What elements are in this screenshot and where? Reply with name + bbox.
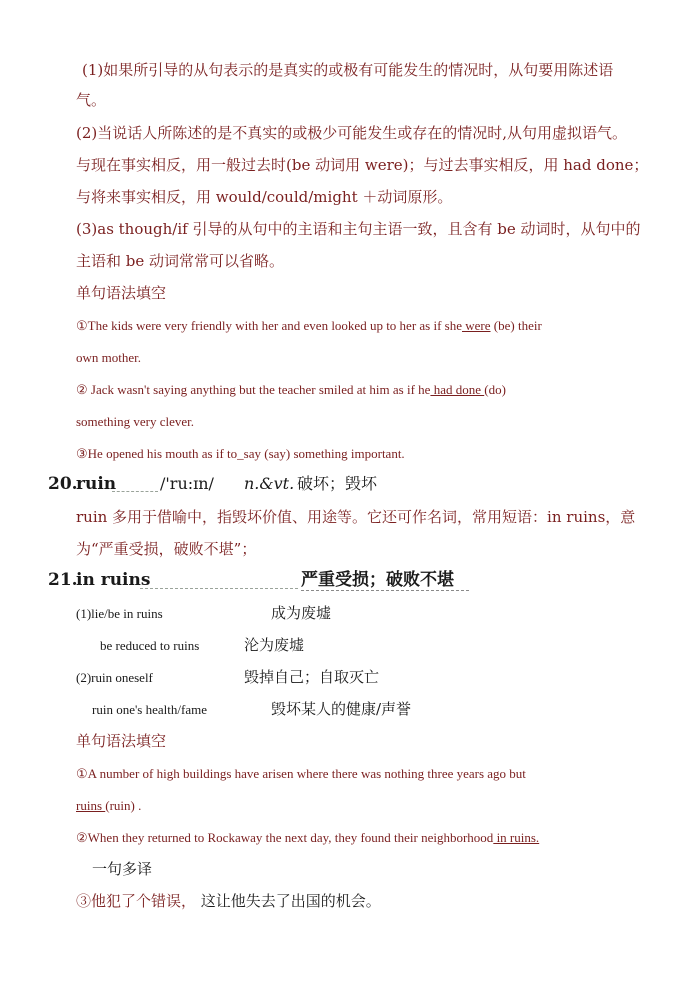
- entry-20-number: 20.: [48, 474, 78, 494]
- rule3-line-1: (3)as though/if 引导的从句中的主语和主句主语一致，且含有 be 动词时，从句中的: [76, 220, 641, 238]
- phrase-zh: 毁掉自己；自取灭亡: [244, 668, 380, 686]
- q2-text: ②When they returned to Rockaway the next day, they found their neighborhood: [76, 830, 494, 845]
- exercise2-question-1-cont: [76, 796, 141, 816]
- exercise1-question-2: [76, 380, 506, 400]
- rule2-line-2: 与现在事实相反，用一般过去时(be 动词用 were)；与过去事实相反，用 had done；: [76, 156, 649, 174]
- meaning-underline: [301, 590, 469, 591]
- q1-text: ①The kids were very friendly with her and even looked up to her as if she: [76, 318, 463, 333]
- exercise1-question-2-cont: something very clever.: [76, 414, 195, 429]
- phrase-zh: 沦为废墟: [244, 636, 305, 654]
- exercise2-heading: 单句语法填空: [76, 732, 167, 750]
- entry-21-meaning: 严重受损；破败不堪: [301, 570, 454, 590]
- ruin-description-2: 为“严重受损，破败不堪”；: [76, 540, 257, 558]
- q1-hint: (ruin) .: [105, 798, 142, 813]
- q2-answer: in ruins.: [493, 830, 540, 845]
- exercise2-question-1: ①A number of high buildings have arisen where there was nothing three years ago but: [76, 766, 526, 781]
- entry-20-phonetic: /'ru:ɪn/: [160, 474, 214, 493]
- q1-answer: ruins: [76, 798, 106, 813]
- translate-heading: 一句多译: [92, 860, 153, 878]
- phrase-zh: 成为废墟: [271, 604, 332, 622]
- rule3-line-2: 主语和 be 动词常常可以省略。: [76, 252, 285, 270]
- entry-20-pos: n.&vt.: [244, 474, 295, 493]
- exercise1-question-1: [76, 316, 542, 336]
- q1-answer: were: [462, 318, 491, 333]
- q3-hint: (say) something important.: [260, 446, 405, 461]
- exercise2-question-2: [76, 828, 539, 848]
- q2-text: ② Jack wasn't saying anything but the teacher smiled at him as if he: [76, 382, 431, 397]
- q3-answer: _say: [237, 446, 261, 461]
- q3-text-cont: 这让他失去了出国的机会。: [196, 892, 381, 910]
- ruin-description-1: ruin 多用于借喻中，指毁坏价值、用途等。它还可作名词，常用短语：in ruins，意: [76, 508, 636, 526]
- rule2-line-1: (2)当说话人所陈述的是不真实的或极少可能发生或存在的情况时,从句用虚拟语气。: [76, 124, 628, 142]
- exercise1-question-1-cont: own mother.: [76, 350, 141, 365]
- phrase-en: ruin one's health/fame: [92, 702, 207, 717]
- entry-20-word: ruin: [76, 474, 117, 494]
- exercise2-question-3: [76, 891, 381, 911]
- phrase-en: (2)ruin oneself: [76, 670, 153, 685]
- q3-text: ③他犯了个错误，: [76, 892, 197, 910]
- q2-hint: (do): [484, 382, 506, 397]
- rule1-line-2: 气。: [76, 91, 107, 109]
- phrase-en: (1)lie/be in ruins: [76, 606, 163, 621]
- q1-hint: (be) their: [490, 318, 542, 333]
- exercise1-heading: 单句语法填空: [76, 284, 167, 302]
- entry-20-meaning: 破坏；毁坏: [297, 474, 378, 493]
- leader-dots: [140, 588, 298, 589]
- entry-21-number: 21.: [48, 570, 78, 590]
- phrase-en: be reduced to ruins: [100, 638, 200, 653]
- q2-answer: had done: [430, 382, 485, 397]
- rule1-line-1: (1)如果所引导的从句表示的是真实的或极有可能发生的情况时，从句要用陈述语: [82, 61, 614, 79]
- entry-21-phrase: in ruins: [76, 570, 151, 590]
- leader-dots: [112, 491, 158, 492]
- rule2-line-3: 与将来事实相反，用 would/could/might ＋动词原形。: [76, 188, 453, 206]
- q3-text: ③He opened his mouth as if to: [76, 446, 238, 461]
- exercise1-question-3: [76, 444, 405, 464]
- phrase-zh: 毁坏某人的健康/声誉: [271, 700, 412, 718]
